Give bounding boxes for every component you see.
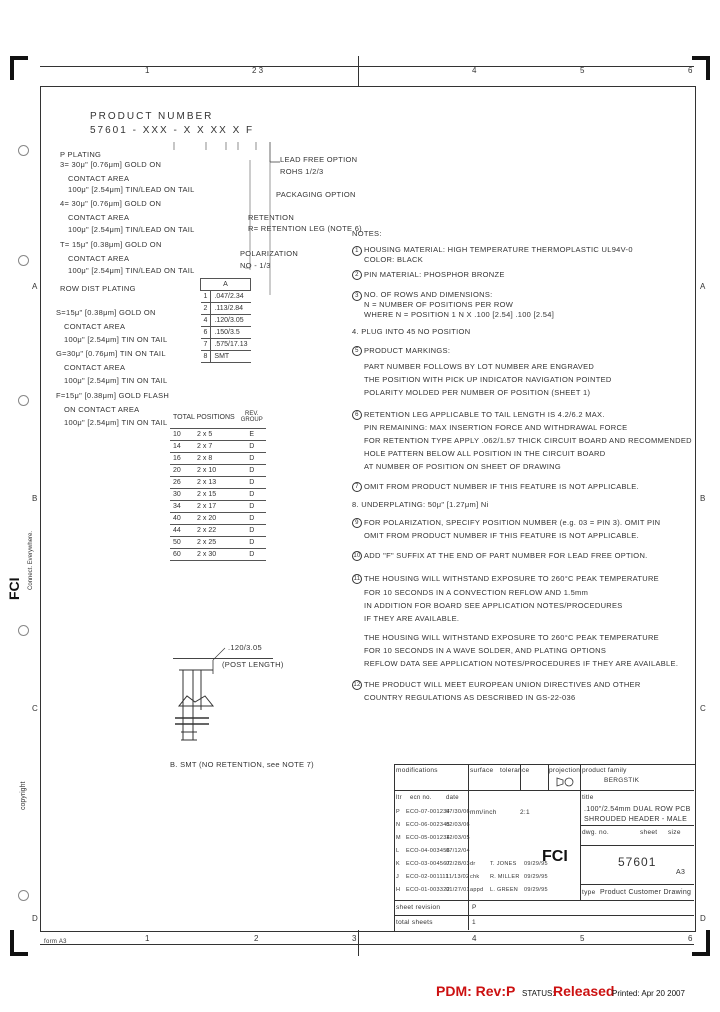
tb-divider-h1	[394, 790, 580, 791]
rev-date: 07/30/06	[446, 809, 470, 815]
rev-ltr: P	[396, 809, 400, 815]
option-line: S=15μ" [0.38μm] GOLD ON	[56, 308, 156, 317]
rev-date: 02/28/03	[446, 861, 470, 867]
tb-divider-h3	[580, 825, 694, 826]
rev-group: E	[238, 429, 266, 441]
note-marker: 6	[352, 410, 362, 420]
rev-date: 12/03/05	[446, 835, 470, 841]
rev-date: 01/27/01	[446, 887, 470, 893]
position-config: 2 x 22	[194, 525, 238, 537]
option-line: 100μ" [2.54μm] TIN ON TAIL	[64, 418, 168, 427]
dim-value: .047/2.34	[211, 291, 251, 303]
total-positions: 14	[170, 441, 194, 453]
rev-ecn: ECO-05-001234	[406, 835, 450, 841]
pdm-revision: PDM: Rev:P	[436, 983, 516, 999]
option-line: CONTACT AREA	[64, 322, 126, 331]
note-line: PART NUMBER FOLLOWS BY LOT NUMBER ARE ENGRAVED	[364, 362, 595, 371]
sheet-revision-label: sheet revision	[396, 904, 441, 911]
sign-name: T. JONES	[490, 861, 517, 867]
note-marker: 5	[352, 346, 362, 356]
rev-group: D	[238, 549, 266, 561]
note-line: HOLE PATTERN BELOW ALL POSITION IN THE CIRCUIT BOARD	[364, 449, 606, 458]
note-line: ADD "F" SUFFIX AT THE END OF PART NUMBER FOR LEAD FREE OPTION.	[364, 551, 648, 560]
grid-top-23: 2 3	[252, 66, 264, 75]
grid-side-a-r: A	[700, 282, 706, 291]
sign-role: dr	[470, 861, 476, 867]
total-positions: 30	[170, 489, 194, 501]
rev-ltr: K	[396, 861, 400, 867]
note-line: REFLOW DATA SEE APPLICATION NOTES/PROCEDURES IF THEY ARE AVAILABLE.	[364, 659, 679, 668]
units-value: mm/inch	[470, 809, 497, 816]
corner-bracket-tr-v	[706, 56, 710, 80]
tb-divider-h2	[580, 790, 694, 791]
rev-group: D	[238, 537, 266, 549]
option-line: CONTACT AREA	[68, 254, 130, 263]
rev-ltr: N	[396, 822, 401, 828]
position-config: 2 x 30	[194, 549, 238, 561]
tb-divider-v2	[580, 764, 581, 900]
sign-date: 09/29/95	[524, 861, 548, 867]
note-marker: 9	[352, 518, 362, 528]
option-line: CONTACT AREA	[68, 174, 130, 183]
title-label: title	[582, 794, 594, 801]
note-line: NO. OF ROWS AND DIMENSIONS:	[364, 290, 493, 299]
dim-code: 2	[201, 303, 211, 315]
note-marker: 10	[353, 553, 361, 560]
rev-ecn: ECO-02-001111	[406, 874, 449, 880]
position-config: 2 x 10	[194, 465, 238, 477]
sign-date: 09/29/95	[524, 887, 548, 893]
rev-ltr: L	[396, 848, 400, 854]
notes-title: NOTES:	[352, 229, 382, 238]
rev-ecn: ECO-06-002345	[406, 822, 450, 828]
top-border-line	[40, 66, 694, 67]
note-line: N = NUMBER OF POSITIONS PER ROW	[364, 300, 514, 309]
note-line: FOR RETENTION TYPE APPLY .062/1.57 THICK CIRCUIT BOARD AND RECOMMENDED	[364, 436, 692, 445]
position-config: 2 x 7	[194, 441, 238, 453]
dim-value: .120/3.05	[211, 315, 251, 327]
binder-hole	[18, 255, 29, 266]
rev-ltr: J	[396, 874, 400, 880]
total-positions: 60	[170, 549, 194, 561]
dim-value: .113/2.84	[211, 303, 251, 315]
note-line: HOUSING MATERIAL: HIGH TEMPERATURE THERMOPLASTIC UL94V-0	[364, 245, 633, 254]
option-line: 100μ" [2.54μm] TIN/LEAD ON TAIL	[68, 185, 195, 194]
type-label: type	[582, 889, 596, 896]
sign-name: R. MILLER	[490, 874, 520, 880]
packaging-option: PACKAGING OPTION	[276, 190, 356, 199]
rev-group: D	[238, 477, 266, 489]
note-line: AT NUMBER OF POSITION ON SHEET OF DRAWING	[364, 462, 562, 471]
dim-value: .150/3.5	[211, 327, 251, 339]
rev-group: D	[238, 513, 266, 525]
sign-name: L. GREEN	[490, 887, 519, 893]
tolerance-label: tolerance	[500, 767, 530, 774]
grid-bottom-6: 6	[688, 934, 693, 943]
smt-detail-drawing	[165, 640, 275, 750]
option-line: 100μ" [2.54μm] TIN/LEAD ON TAIL	[68, 266, 195, 275]
grid-bottom-3: 3	[352, 934, 357, 943]
note-line: FOR 10 SECONDS IN A WAVE SOLDER, AND PLATING OPTIONS	[364, 646, 607, 655]
note-line: THE HOUSING WILL WITHSTAND EXPOSURE TO 260°C PEAK TEMPERATURE	[364, 633, 659, 642]
total-positions: 34	[170, 501, 194, 513]
grid-bottom-2: 2	[254, 934, 259, 943]
note-line: RETENTION LEG APPLICABLE TO TAIL LENGTH IS 4.2/6.2 MAX.	[364, 410, 605, 419]
note-line: WHERE N = POSITION 1 N X .100 [2.54] .100 [2.54]	[364, 310, 555, 319]
rev-ecn: ECO-04-003456	[406, 848, 450, 854]
corner-bracket-bl-v	[10, 930, 14, 956]
note-line: PIN REMAINING: MAX INSERTION FORCE AND WITHDRAWAL FORCE	[364, 423, 628, 432]
dwg-no-label: dwg. no.	[582, 829, 609, 836]
dim-code: 8	[201, 351, 211, 363]
fci-logo: FCI	[542, 848, 568, 865]
binder-hole	[18, 145, 29, 156]
rev-date: 02/03/06	[446, 822, 470, 828]
option-line: ROW DIST PLATING	[60, 284, 136, 293]
sheet-label: sheet	[640, 829, 658, 836]
form-label: form A3	[44, 939, 67, 945]
total-positions: 20	[170, 465, 194, 477]
note-line: OMIT FROM PRODUCT NUMBER IF THIS FEATURE IS NOT APPLICABLE.	[364, 482, 639, 491]
dwg-no-value: 57601	[618, 855, 657, 869]
note-marker: 7	[352, 482, 362, 492]
rev-group-header: REV. GROUP	[238, 406, 266, 429]
polarization-option: NO - 1/3	[240, 261, 271, 270]
title-line-1: .100"/2.54mm DUAL ROW PCB	[584, 806, 691, 813]
grid-side-a: A	[32, 282, 38, 291]
total-positions: 26	[170, 477, 194, 489]
note-line: FOR POLARIZATION, SPECIFY POSITION NUMBER (e.g. 03 = PIN 3). OMIT PIN	[364, 518, 661, 527]
grid-side-d: D	[32, 914, 38, 923]
dim-code: 1	[201, 291, 211, 303]
note-line: THE HOUSING WILL WITHSTAND EXPOSURE TO 260°C PEAK TEMPERATURE	[364, 574, 659, 583]
smt-dim-label: .120/3.05	[228, 643, 262, 652]
option-line: 4= 30μ" [0.76μm] GOLD ON	[60, 199, 162, 208]
rev-header-ecn: ecn no.	[410, 795, 432, 801]
lead-free-option: LEAD FREE OPTION	[280, 155, 358, 164]
grid-top-6: 6	[688, 66, 693, 75]
rev-group: D	[238, 441, 266, 453]
rev-group: D	[238, 453, 266, 465]
smt-caption: B. SMT (NO RETENTION, see NOTE 7)	[170, 760, 314, 769]
sheet-no-label: total sheets	[396, 919, 433, 926]
grid-tick-b	[358, 930, 359, 956]
option-line: 100μ" [2.54μm] TIN ON TAIL	[64, 335, 168, 344]
retention-label: RETENTION	[248, 213, 295, 222]
grid-side-c-r: C	[700, 704, 706, 713]
size-label: size	[668, 829, 681, 836]
note-line: 8. UNDERPLATING: 50μ" [1.27μm] Ni	[352, 500, 489, 509]
rev-group: D	[238, 489, 266, 501]
dim-code: 6	[201, 327, 211, 339]
rev-ecn: ECO-07-001234	[406, 809, 450, 815]
post-length-label: (POST LENGTH)	[222, 660, 284, 669]
option-line: CONTACT AREA	[68, 213, 130, 222]
position-config: 2 x 8	[194, 453, 238, 465]
rev-ltr: H	[396, 887, 401, 893]
option-line: 100μ" [2.54μm] TIN/LEAD ON TAIL	[68, 225, 195, 234]
note-line: FOR 10 SECONDS IN A CONVECTION REFLOW AND 1.5mm	[364, 588, 589, 597]
note-line: PRODUCT MARKINGS:	[364, 346, 451, 355]
corner-bracket-br-v	[706, 930, 710, 956]
tb-divider-h7	[580, 884, 694, 885]
dim-value: .575/17.13	[211, 339, 251, 351]
option-line: P PLATING	[60, 150, 102, 159]
note-line: COUNTRY REGULATIONS AS DESCRIBED IN GS-22-036	[364, 693, 576, 702]
option-line: 100μ" [2.54μm] TIN ON TAIL	[64, 376, 168, 385]
polarization-label: POLARIZATION	[240, 249, 299, 258]
options-leader-lines	[150, 140, 350, 300]
dim-code: 7	[201, 339, 211, 351]
positions-table	[170, 406, 266, 561]
rev-ltr: M	[396, 835, 401, 841]
grid-side-d-r: D	[700, 914, 706, 923]
note-marker: 2	[352, 270, 362, 280]
rev-group: D	[238, 465, 266, 477]
note-marker: 11	[353, 576, 361, 583]
rohs-label: ROHS 1/2/3	[280, 167, 324, 176]
option-line: 3= 30μ" [0.76μm] GOLD ON	[60, 160, 162, 169]
product-number-heading: PRODUCT NUMBER	[90, 111, 214, 122]
binder-hole	[18, 625, 29, 636]
rev-header-date: date	[446, 795, 459, 801]
note-marker: 12	[353, 682, 361, 689]
binder-hole	[18, 395, 29, 406]
position-config: 2 x 5	[194, 429, 238, 441]
rev-header-ltr: ltr	[396, 795, 402, 801]
fci-side-tagline: Connect. Everywhere.	[28, 530, 34, 590]
binder-hole	[18, 890, 29, 901]
note-marker: 1	[352, 246, 362, 256]
note-line: COLOR: BLACK	[364, 255, 424, 264]
rev-ecn: ECO-03-004567	[406, 861, 450, 867]
note-line: 4. PLUG INTO 45 NO POSITION	[352, 327, 471, 336]
note-line: THE PRODUCT WILL MEET EUROPEAN UNION DIRECTIVES AND OTHER	[364, 680, 641, 689]
option-line: G=30μ" [0.76μm] TIN ON TAIL	[56, 349, 166, 358]
total-positions: 10	[170, 429, 194, 441]
sign-role: chk	[470, 874, 480, 880]
grid-side-c: C	[32, 704, 38, 713]
position-config: 2 x 20	[194, 513, 238, 525]
rev-ecn: ECO-01-003322	[406, 887, 450, 893]
projection-label: projection	[549, 767, 581, 774]
size-value: A3	[676, 869, 686, 876]
scale-value: 2:1	[520, 809, 530, 816]
total-positions: 16	[170, 453, 194, 465]
corner-bracket-tl-v	[10, 56, 14, 80]
note-line: IF THEY ARE AVAILABLE.	[364, 614, 460, 623]
rev-group: D	[238, 501, 266, 513]
grid-bottom-5: 5	[580, 934, 585, 943]
total-positions: 50	[170, 537, 194, 549]
tb-divider-h6	[394, 915, 694, 916]
note-line: PIN MATERIAL: PHOSPHOR BRONZE	[364, 270, 505, 279]
status-label: STATUS:	[522, 989, 555, 998]
note-line: THE POSITION WITH PICK UP INDICATOR NAVIGATION POINTED	[364, 375, 612, 384]
option-line: F=15μ" [0.38μm] GOLD FLASH	[56, 391, 170, 400]
sheet-no-value: 1	[472, 919, 476, 926]
positions-header: TOTAL POSITIONS	[170, 406, 238, 429]
surface-label: surface	[470, 767, 494, 774]
fci-side-logo: FCI	[6, 577, 22, 600]
position-config: 2 x 13	[194, 477, 238, 489]
product-family-label: product family	[582, 767, 627, 774]
note-line: IN ADDITION FOR BOARD SEE APPLICATION NOTES/PROCEDURES	[364, 601, 623, 610]
total-positions: 40	[170, 513, 194, 525]
status-value: Released	[553, 983, 615, 999]
modifications-label: modifications	[396, 767, 438, 774]
grid-bottom-4: 4	[472, 934, 477, 943]
copyright-label: copyright	[20, 781, 27, 810]
position-config: 2 x 15	[194, 489, 238, 501]
type-value: Product Customer Drawing	[600, 889, 692, 896]
bottom-border-line	[40, 944, 694, 945]
position-config: 2 x 25	[194, 537, 238, 549]
dimension-table	[200, 278, 251, 363]
tb-divider-h5	[394, 900, 694, 901]
option-line: CONTACT AREA	[64, 363, 126, 372]
dim-code: 4	[201, 315, 211, 327]
retention-option: R= RETENTION LEG (NOTE 6)	[248, 224, 362, 233]
projection-symbol	[555, 776, 575, 788]
product-number-code: 57601 - XXX - X X XX X F	[90, 125, 255, 136]
grid-tick	[358, 56, 359, 86]
sheet-revision-value: P	[472, 904, 477, 911]
rev-group: D	[238, 525, 266, 537]
product-family-value: BERGSTIK	[604, 777, 640, 784]
grid-top-5: 5	[580, 66, 585, 75]
rev-date: 07/12/04	[446, 848, 470, 854]
grid-bottom-1: 1	[145, 934, 150, 943]
position-config: 2 x 17	[194, 501, 238, 513]
option-line: ON CONTACT AREA	[64, 405, 140, 414]
rev-date: 11/13/02	[446, 874, 470, 880]
dim-value: SMT	[211, 351, 251, 363]
grid-top-4: 4	[472, 66, 477, 75]
grid-side-b: B	[32, 494, 38, 503]
grid-side-b-r: B	[700, 494, 706, 503]
note-marker: 3	[352, 291, 362, 301]
title-line-2: SHROUDED HEADER - MALE	[584, 816, 688, 823]
grid-top-1: 1	[145, 66, 150, 75]
total-positions: 44	[170, 525, 194, 537]
note-line: OMIT FROM PRODUCT NUMBER IF THIS FEATURE IS NOT APPLICABLE.	[364, 531, 639, 540]
tb-divider-h4	[580, 845, 694, 846]
printed-date: Printed: Apr 20 2007	[612, 989, 685, 998]
sign-role: appd	[470, 887, 484, 893]
dim-table-header: A	[201, 279, 251, 291]
sign-date: 09/29/95	[524, 874, 548, 880]
note-line: POLARITY MOLDED PER NUMBER OF POSITION (SHEET 1)	[364, 388, 591, 397]
option-line: T= 15μ" [0.38μm] GOLD ON	[60, 240, 162, 249]
